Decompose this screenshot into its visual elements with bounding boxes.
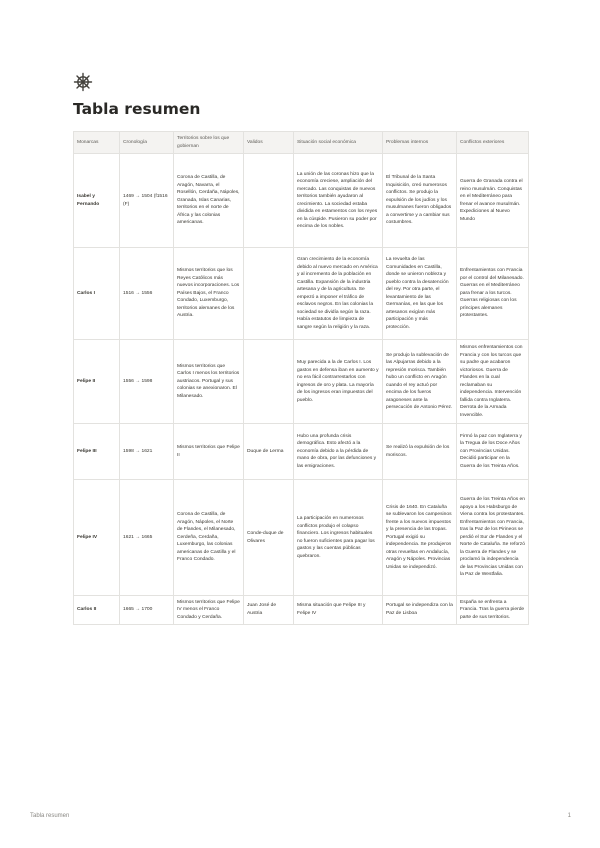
territorios-cell: Mismos territorios que Felipe II <box>174 424 244 480</box>
cronologia-cell: 1556 → 1598 <box>120 340 174 424</box>
problemas-cell: Crisis de 1640. En Cataluña se sublevaron los campesinos frente a los nuevos impuestos y la presencia de las tropas. Portugal exigió su independencia. Se produjeron otras revueltas en Andalucía, Aragón y Nápoles. Provincias Unidas se independizó. <box>383 480 457 596</box>
territorios-cell: Mismos territorios que los Reyes Católicos más nuevos incorporaciones. Los Países Bajos, el Franco Condado, Luxemburgo, territorios alemanes de los Austria. <box>174 248 244 340</box>
problemas-cell: Se produjo la sublevación de las Alpujarras debido a la represión morisca. También hubo un conflicto en Aragón cuando el rey actuó por encima de los fueros aragoneses ante la persecución de Antonio Pérez. <box>383 340 457 424</box>
conflictos-cell: Guerra de Granada contra el reino musulmán. Conquistas en el Mediterráneo para frenar el avance musulmán. Expediciones al Nuevo Mundo <box>457 154 529 248</box>
page-number: 1 <box>567 813 571 819</box>
conflictos-cell: Mismos enfrentamientos con Francia y con los turcos que su padre que acabaron victoriosos. Guerra de Flandes en la cual reclamaban su independencia. Intervención fallida contra Inglaterra. Derrota de la Armada Invencible. <box>457 340 529 424</box>
monarca-cell: Felipe III <box>74 424 120 480</box>
column-header-monarcas: Monarcas <box>74 132 120 154</box>
problemas-cell: Se realizó la expulsión de los moriscos. <box>383 424 457 480</box>
table-row <box>74 424 529 480</box>
column-header-conflictos: Conflictos exteriores <box>457 132 529 154</box>
validos-cell <box>244 154 294 248</box>
column-header-cronologia: Cronología <box>120 132 174 154</box>
column-header-problemas: Problemas internos <box>383 132 457 154</box>
column-header-validos: Validos <box>244 132 294 154</box>
situacion-cell: Misma situación que Felipe III y Felipe IV <box>294 596 383 625</box>
situacion-cell: Gran crecimiento de la economía debido al nuevo mercado en América y al incremento de la población en Castilla. Expansión de la industria artesana y de la agricultura. Se empezó a imponer el tráfico de esclavos negros. En las colonias la sociedad se dividía según la raza. Había estatutos de limpieza de sangre según la religión y la raza. <box>294 248 383 340</box>
monarca-cell: Isabel y Fernando <box>74 154 120 248</box>
table-row <box>74 480 529 596</box>
cronologia-cell: 1665 → 1700 <box>120 596 174 625</box>
monarca-cell: Carlos II <box>74 596 120 625</box>
summary-table <box>73 131 529 625</box>
monarca-cell: Felipe IV <box>74 480 120 596</box>
table-row <box>74 154 529 248</box>
conflictos-cell: Enfrentamientos con Francia por el control del Milanesado. Guerras en el Mediterráneo para frenar a los turcos. Guerras religiosas con los príncipes alemanes protestantes. <box>457 248 529 340</box>
conflictos-cell: Firmó la paz con Inglaterra y la Tregua de los Doce Años con Provincias Unidas. Decidió participar en la Guerra de los Treinta Años. <box>457 424 529 480</box>
problemas-cell: Portugal se independiza con la Paz de Lisboa <box>383 596 457 625</box>
territorios-cell: Mismos territorios que Felipe IV menos el Franco Condado y Cerdaña. <box>174 596 244 625</box>
conflictos-cell: España se enfrenta a Francia. Tras la guerra pierde parte de sus territorios. <box>457 596 529 625</box>
column-header-territorios: Territorios sobre los que gobiernan <box>174 132 244 154</box>
validos-cell <box>244 248 294 340</box>
validos-cell: Conde-duque de Olivares <box>244 480 294 596</box>
column-header-situacion: Situación social económica <box>294 132 383 154</box>
page-title: Tabla resumen <box>73 100 201 118</box>
problemas-cell: El Tribunal de la Santa Inquisición, creó numerosos conflictos. Se produjo la expulsión de los judíos y los musulmanes fueron obligados a convertirse y a cambiar sus costumbres. <box>383 154 457 248</box>
conflictos-cell: Guerra de los Treinta Años en apoyo a los Habsburgo de Viena contra los protestantes. Enfrentamientos con Francia, tras la Paz de los Pirineos se perdió el Sur de Flandes y el Norte de Cataluña. Se reforzó la Guerra de Flandes y se proclamó la independencia de las Provincias Unidas con la Paz de Westfalia. <box>457 480 529 596</box>
validos-cell: Juan José de Austria <box>244 596 294 625</box>
situacion-cell: La unión de las coronas hizo que la economía creciese, ampliación del mercado. Las conquistas de nuevos territorios también ayudaron al crecimiento. La sociedad estaba dividida en estamentos con los reyes en la cúspide. Pusieron su poder por encima de los nobles. <box>294 154 383 248</box>
situacion-cell: Muy parecida a la de Carlos I. Los gastos en defensa iban en aumento y no era fácil contrarrestarlos con ingresos de oro y plata. La mayoría de los ingresos eran impuestos del pueblo. <box>294 340 383 424</box>
territorios-cell: Corona de Castilla, de Aragón, Nápoles, el Norte de Flandes, el Milanesado, Cerdeña, Cerdaña, Luxemburgo, las colonias americanas de Castilla y el Franco Condado. <box>174 480 244 596</box>
footer-title: Tabla resumen <box>30 813 70 819</box>
monarca-cell: Felipe II <box>74 340 120 424</box>
situacion-cell: Hubo una profunda crisis demográfica. Esto afectó a la economía debido a la pérdida de mano de obra, por las defunciones y las emigraciones. <box>294 424 383 480</box>
cronologia-cell: 1621 → 1665 <box>120 480 174 596</box>
table-row <box>74 596 529 625</box>
table-row <box>74 340 529 424</box>
cronologia-cell: 1469 → 1504 (f1516 (F) <box>120 154 174 248</box>
table-row <box>74 248 529 340</box>
problemas-cell: La revuelta de las Comunidades en Castilla, donde se unieron nobleza y pueblo contra la desatención del rey. Por otra parte, el levantamiento de las Germanías, en las que los artesanos exigían más participación y más protección. <box>383 248 457 340</box>
cronologia-cell: 1598 → 1621 <box>120 424 174 480</box>
territorios-cell: Mismos territorios que Carlos I menos los territorios austriacos. Portugal y sus colonias se anexionaron. El Milanesado. <box>174 340 244 424</box>
ship-wheel-icon <box>73 72 93 92</box>
table-header-row <box>74 132 529 154</box>
situacion-cell: La participación en numerosos conflictos produjo el colapso financiero. Los ingresos habituales no fueron suficientes para pagar los gastos y las cuentas públicas quebraron. <box>294 480 383 596</box>
validos-cell <box>244 340 294 424</box>
cronologia-cell: 1516 → 1556 <box>120 248 174 340</box>
validos-cell: Duque de Lerma <box>244 424 294 480</box>
territorios-cell: Corona de Castilla, de Aragón, Navarra, el Rosellón, Cerdaña, Nápoles, Granada, Islas Canarias, territorios en el norte de África y las colonias americanas. <box>174 154 244 248</box>
monarca-cell: Carlos I <box>74 248 120 340</box>
